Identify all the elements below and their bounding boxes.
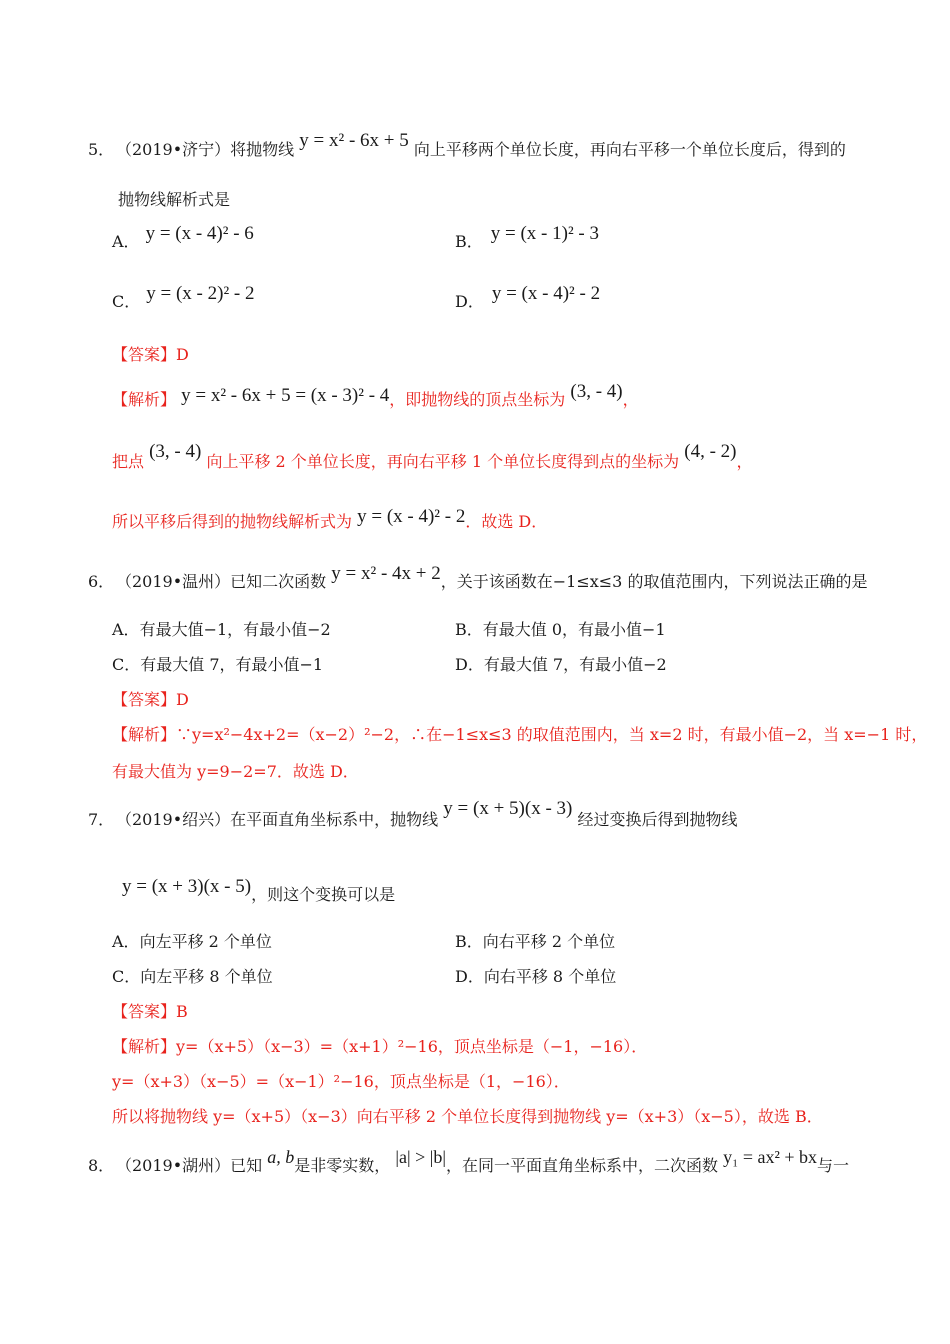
q5-stem-line2: 抛物线解析式是: [118, 190, 231, 209]
q6-number: 6．: [88, 572, 115, 591]
q6-option-a: A．有最大值−1，有最小值−2: [112, 620, 331, 639]
q7-option-b: B．向右平移 2 个单位: [455, 932, 616, 951]
q6-option-c: C．有最大值 7，有最小值−1: [112, 655, 324, 674]
q7-stem: 7． （2019•绍兴）在平面直角坐标系中，抛物线 y = (x + 5)(x - 3) 经过变换后得到抛物线: [88, 798, 738, 829]
q7-answer: 【答案】B: [112, 1002, 188, 1021]
q6-option-b: B．有最大值 0，有最小值−1: [455, 620, 666, 639]
q7-formula: y = (x + 5)(x - 3): [443, 798, 573, 819]
q7-analysis-line2: y=（x+3）（x−5）=（x−1）²−16，顶点坐标是（1，−16）．: [112, 1072, 570, 1091]
q7-option-d: D．向右平移 8 个单位: [455, 967, 617, 986]
q5-option-b: B． y = (x - 1)² - 3: [455, 223, 599, 251]
q7-analysis-line1: 【解析】y=（x+5）（x−3）=（x+1）²−16，顶点坐标是（−1，−16）．: [112, 1037, 648, 1056]
q8-number: 8．: [88, 1156, 115, 1175]
q5-option-a: A． y = (x - 4)² - 6: [112, 223, 254, 251]
q6-analysis-line1: 【解析】∵y=x²−4x+2=（x−2）²−2，∴在−1≤x≤3 的取值范围内，当 x=2 时，有最小值−2，当 x=−1 时，: [112, 725, 928, 744]
q6-answer: 【答案】D: [112, 690, 189, 709]
q7-analysis-line3: 所以将抛物线 y=（x+5）（x−3）向右平移 2 个单位长度得到抛物线 y=（x+3）（x−5），故选 B．: [112, 1107, 823, 1126]
q5-analysis-line1: 【解析】 y = x² - 6x + 5 = (x - 3)² - 4，即抛物线的顶点坐标为 (3, - 4)，: [112, 381, 639, 409]
q5-source: （2019•济宁）: [116, 140, 231, 159]
q7-option-c: C．向左平移 8 个单位: [112, 967, 273, 986]
q5-formula: y = x² - 6x + 5: [299, 130, 409, 151]
q6-formula: y = x² - 4x + 2: [331, 563, 441, 584]
q5-analysis-line3: 所以平移后得到的抛物线解析式为 y = (x - 4)² - 2．故选 D．: [112, 506, 548, 531]
q5-answer: 【答案】D: [112, 345, 189, 364]
q5-option-d: D． y = (x - 4)² - 2: [455, 283, 601, 311]
q6-option-d: D．有最大值 7，有最小值−2: [455, 655, 667, 674]
q8-stem: 8． （2019•湖州）已知 a, b是非零实数， |a| > |b|，在同一平面直角坐标系中，二次函数 y₁ = ax² + bx与一: [88, 1147, 850, 1175]
q6-analysis-line2: 有最大值为 y=9−2=7．故选 D．: [112, 762, 359, 781]
q5-number: 5．: [88, 140, 115, 159]
q7-stem-line2: y = (x + 3)(x - 5)，则这个变换可以是: [122, 876, 396, 904]
q5-stem: 5． （2019•济宁）将抛物线 y = x² - 6x + 5 向上平移两个单位长度，再向右平移一个单位长度后，得到的: [88, 130, 846, 159]
q7-option-a: A．向左平移 2 个单位: [112, 932, 272, 951]
q7-number: 7．: [88, 810, 115, 829]
q6-stem: 6． （2019•温州）已知二次函数 y = x² - 4x + 2，关于该函数在−1≤x≤3 的取值范围内，下列说法正确的是: [88, 563, 868, 591]
q5-analysis-line2: 把点 (3, - 4) 向上平移 2 个单位长度，再向右平移 1 个单位长度得到点的坐标为 (4, - 2)，: [112, 441, 753, 471]
q5-option-c: C． y = (x - 2)² - 2: [112, 283, 255, 311]
